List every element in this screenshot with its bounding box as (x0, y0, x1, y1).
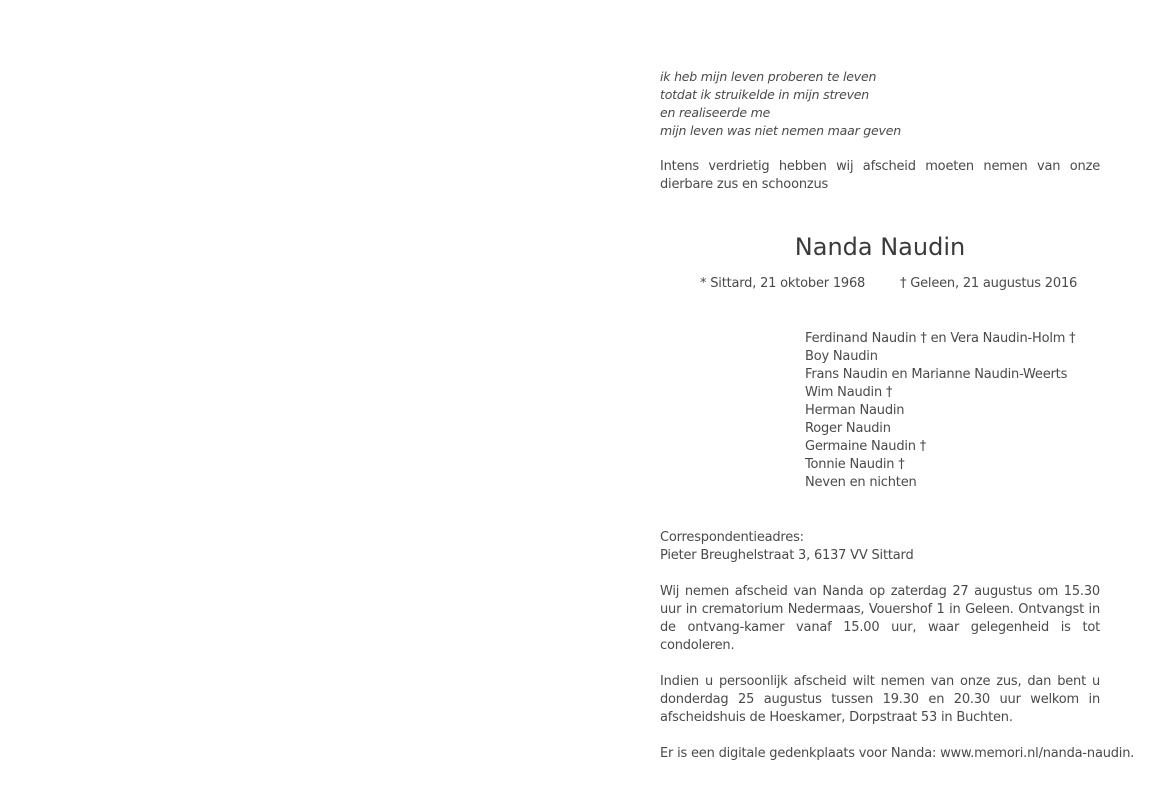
digital-memorial-text: Er is een digitale gedenkplaats voor Nanda: www.memori.nl/nanda-naudin. (660, 746, 1135, 761)
poem-line: mijn leven was niet nemen maar geven (660, 123, 901, 138)
poem-line: totdat ik struikelde in mijn streven (660, 87, 869, 102)
family-member: Herman Naudin (805, 403, 905, 418)
family-member: Roger Naudin (805, 421, 891, 436)
address-label: Correspondentieadres: (660, 530, 804, 545)
blank-left-page (0, 0, 584, 807)
life-dates (660, 275, 1100, 293)
ceremony-text: Wij nemen afscheid van Nanda op zaterdag 27 augustus om 15.30 uur in crematorium Nedermaas, Vouershof 1 in Geleen. Ontvangst in de ontvang-kamer vanaf 15.00 uur, waar gelegenheid is tot condoleren. (660, 584, 1100, 653)
death-date: † Geleen, 21 augustus 2016 (900, 276, 1078, 291)
visit-text: Indien u persoonlijk afscheid wilt nemen van onze zus, dan bent u donderdag 25 augustus tussen 19.30 en 20.30 uur welkom in afscheidshuis de Hoeskamer, Dorpstraat 53 in Buchten. (660, 674, 1100, 725)
correspondence-address (660, 529, 1100, 565)
obituary-text-page (660, 68, 1135, 763)
family-member: Ferdinand Naudin † en Vera Naudin-Holm † (805, 331, 1076, 346)
poem (660, 68, 1100, 140)
family-member: Neven en nichten (805, 475, 917, 490)
address-line: Pieter Breughelstraat 3, 6137 VV Sittard (660, 548, 914, 563)
poem-line: ik heb mijn leven proberen te leven (660, 69, 877, 84)
family-member: Boy Naudin (805, 349, 878, 364)
family-list (805, 330, 1100, 492)
deceased-name: Nanda Naudin (794, 233, 966, 261)
family-member: Germaine Naudin † (805, 439, 927, 454)
birth-date: * Sittard, 21 oktober 1968 (700, 276, 866, 291)
family-member: Frans Naudin en Marianne Naudin-Weerts (805, 367, 1068, 382)
family-member: Wim Naudin † (805, 385, 893, 400)
family-member: Tonnie Naudin † (805, 457, 905, 472)
intro-text: Intens verdrietig hebben wij afscheid moeten nemen van onze dierbare zus en schoonzus (660, 159, 1100, 192)
poem-line: en realiseerde me (660, 105, 771, 120)
